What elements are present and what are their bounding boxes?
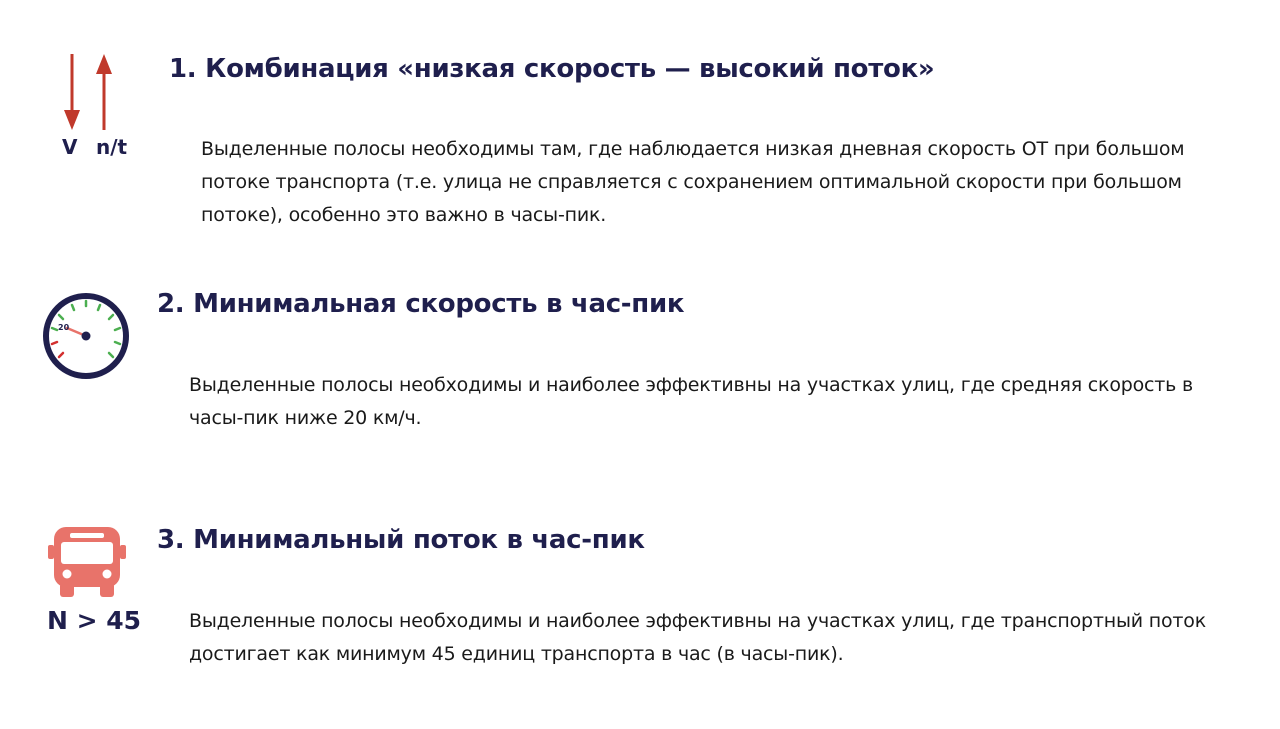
- speed-label: V: [62, 135, 78, 159]
- speedometer-icon: [40, 290, 132, 382]
- bus-icon: [48, 525, 126, 599]
- section-2-heading: 2. Минимальная скорость в час-пик: [157, 289, 685, 319]
- flow-threshold-label: N > 45: [47, 606, 142, 635]
- section-1-text: Выделенные полосы необходимы там, где наблюдается низкая дневная скорость ОТ при большом потоке транспорта (т.е. улица не справляется с сохранением оптимальной скорости при большом потоке), особенно это важно в часы-пик.: [201, 138, 1185, 226]
- section-3-heading: 3. Минимальный поток в час-пик: [157, 525, 645, 555]
- flow-label: n/t: [96, 135, 128, 159]
- speedometer-value: 20: [58, 323, 70, 332]
- section-2-text: Выделенные полосы необходимы и наиболее эффективны на участках улиц, где средняя скорость в часы-пик ниже 20 км/ч.: [189, 374, 1193, 429]
- section-3-text: Выделенные полосы необходимы и наиболее эффективны на участках улиц, где транспортный поток достигает как минимум 45 единиц транспорта в час (в часы-пик).: [189, 610, 1206, 665]
- section-1-heading: 1. Комбинация «низкая скорость — высокий поток»: [169, 54, 935, 84]
